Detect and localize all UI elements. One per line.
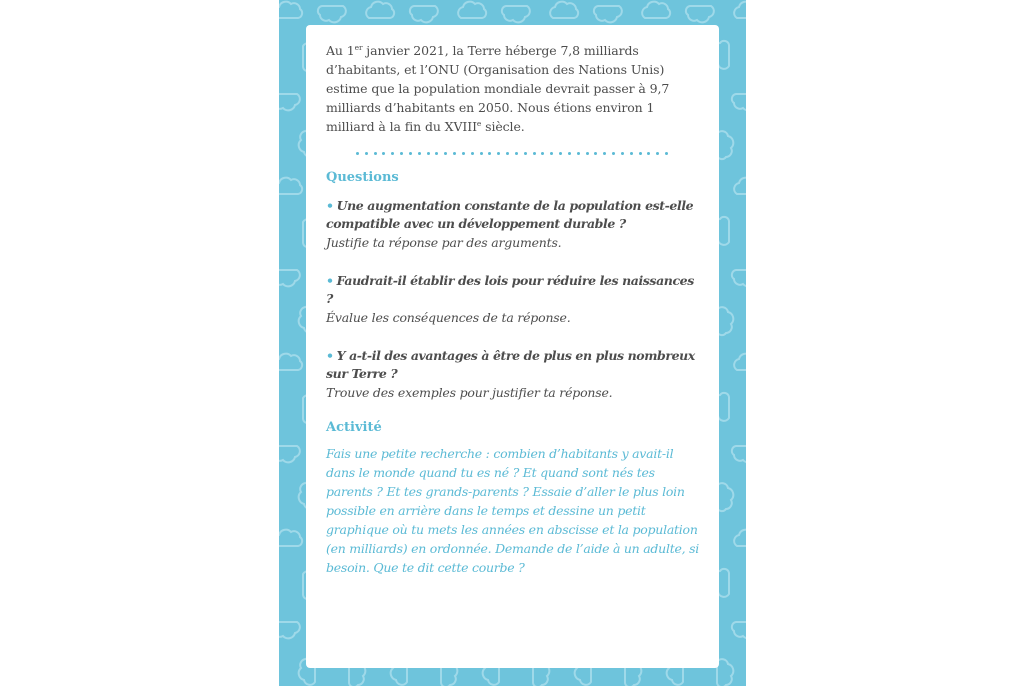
separator-dot — [656, 152, 659, 155]
question-1-instruction: Justifie ta réponse par des arguments. — [326, 235, 562, 250]
separator-dot — [444, 152, 447, 155]
cloud-shape-icon — [410, 6, 438, 22]
cloud-shape-icon — [318, 6, 346, 22]
questions-heading: Questions — [326, 170, 399, 185]
separator-dot — [568, 152, 571, 155]
intro-text-part3: siècle. — [481, 119, 525, 134]
intro-text-part1: Au 1 — [326, 43, 355, 58]
separator-dot — [488, 152, 491, 155]
separator-dot — [418, 152, 421, 155]
separator-dot — [665, 152, 668, 155]
separator-dot — [427, 152, 430, 155]
intro-superscript-er: er — [354, 43, 363, 52]
question-2-instruction: Évalue les conséquences de ta réponse. — [326, 310, 571, 325]
question-text — [326, 197, 704, 233]
separator-dot — [374, 152, 377, 155]
cloud-shape-icon — [366, 2, 394, 18]
separator-dot — [497, 152, 500, 155]
cloud-shape-icon — [502, 6, 530, 22]
separator-dot — [480, 152, 483, 155]
question-item-1 — [326, 197, 704, 252]
cloud-shape-icon — [734, 354, 746, 370]
question-item-2 — [326, 272, 704, 327]
cloud-shape-icon — [279, 446, 300, 462]
separator-dot — [462, 152, 465, 155]
bullet-icon: • — [326, 348, 334, 363]
cloud-shape-icon — [732, 446, 746, 462]
cloud-shape-icon — [642, 2, 670, 18]
cloud-shape-icon — [279, 2, 302, 18]
separator-dot — [471, 152, 474, 155]
question-text — [326, 272, 704, 308]
separator-dot — [577, 152, 580, 155]
separator-dot — [621, 152, 624, 155]
cloud-shape-icon — [594, 6, 622, 22]
separator-dot — [533, 152, 536, 155]
separator-dot — [515, 152, 518, 155]
intro-paragraph — [326, 41, 704, 136]
separator-dot — [391, 152, 394, 155]
intro-superscript-e: e — [476, 119, 482, 128]
card-content — [326, 41, 704, 577]
intro-text-part2: janvier 2021, la Terre héberge 7,8 milliards d’habitants, et l’ONU (Organisation des Nations Unis) estime que la population mondiale devrait passer à 9,7 milliards d’habitants en 2050. Nous étions environ 1 milliard à la fin du XVIII — [326, 43, 670, 134]
separator-dot — [550, 152, 553, 155]
cloud-shape-icon — [717, 131, 733, 159]
separator-dot — [612, 152, 615, 155]
separator-dot — [630, 152, 633, 155]
cloud-shape-icon — [279, 178, 302, 194]
separator-dot — [603, 152, 606, 155]
cloud-shape-icon — [279, 530, 302, 546]
cloud-shape-icon — [734, 2, 746, 18]
separator-dot — [586, 152, 589, 155]
cloud-shape-icon — [279, 270, 300, 286]
bullet-icon: • — [326, 198, 334, 213]
question-text — [326, 347, 704, 383]
activity-text: Fais une petite recherche : combien d’habitants y avait-il dans le monde quand tu es né ? Et quand sont nés tes parents ? Et tes grands-parents ? Essaie d’aller le plus loin possible en arrière dans le temps et dessine un petit graphique où tu mets les années en abscisse et la population (en milliards) en ordonnée. Demande de l’aide à un adulte, si besoin. Que te dit cette courbe ? — [326, 446, 699, 575]
cloud-shape-icon — [734, 530, 746, 546]
cloud-shape-icon — [279, 94, 300, 110]
activity-heading: Activité — [326, 420, 382, 435]
separator-dot — [356, 152, 359, 155]
cloud-shape-icon — [717, 483, 733, 511]
separator-dot — [594, 152, 597, 155]
question-item-3 — [326, 347, 704, 402]
cloud-shape-icon — [717, 307, 733, 335]
separator-dot — [453, 152, 456, 155]
separator-dot — [639, 152, 642, 155]
cloud-shape-icon — [732, 622, 746, 638]
separator-dot — [382, 152, 385, 155]
separator-dot — [647, 152, 650, 155]
cloud-shape-icon — [279, 622, 300, 638]
cloud-shape-icon — [279, 354, 302, 370]
cloud-shape-icon — [734, 178, 746, 194]
separator-dot — [541, 152, 544, 155]
cloud-shape-icon — [458, 2, 486, 18]
question-3-instruction: Trouve des exemples pour justifier ta réponse. — [326, 385, 613, 400]
question-2-text: Faudrait-il établir des lois pour réduire les naissances ? — [326, 273, 694, 306]
separator-dot — [365, 152, 368, 155]
dotted-separator — [356, 152, 668, 155]
question-3-text: Y a-t-il des avantages à être de plus en plus nombreux sur Terre ? — [326, 348, 695, 381]
separator-dot — [524, 152, 527, 155]
question-1-text: Une augmentation constante de la population est-elle compatible avec un développement durable ? — [326, 198, 694, 231]
cloud-shape-icon — [732, 94, 746, 110]
cloud-shape-icon — [550, 2, 578, 18]
separator-dot — [409, 152, 412, 155]
separator-dot — [506, 152, 509, 155]
cloud-shape-icon — [732, 270, 746, 286]
cloud-shape-icon — [717, 659, 733, 686]
separator-dot — [435, 152, 438, 155]
cloud-shape-icon — [686, 6, 714, 22]
separator-dot — [400, 152, 403, 155]
bullet-icon: • — [326, 273, 334, 288]
separator-dot — [559, 152, 562, 155]
